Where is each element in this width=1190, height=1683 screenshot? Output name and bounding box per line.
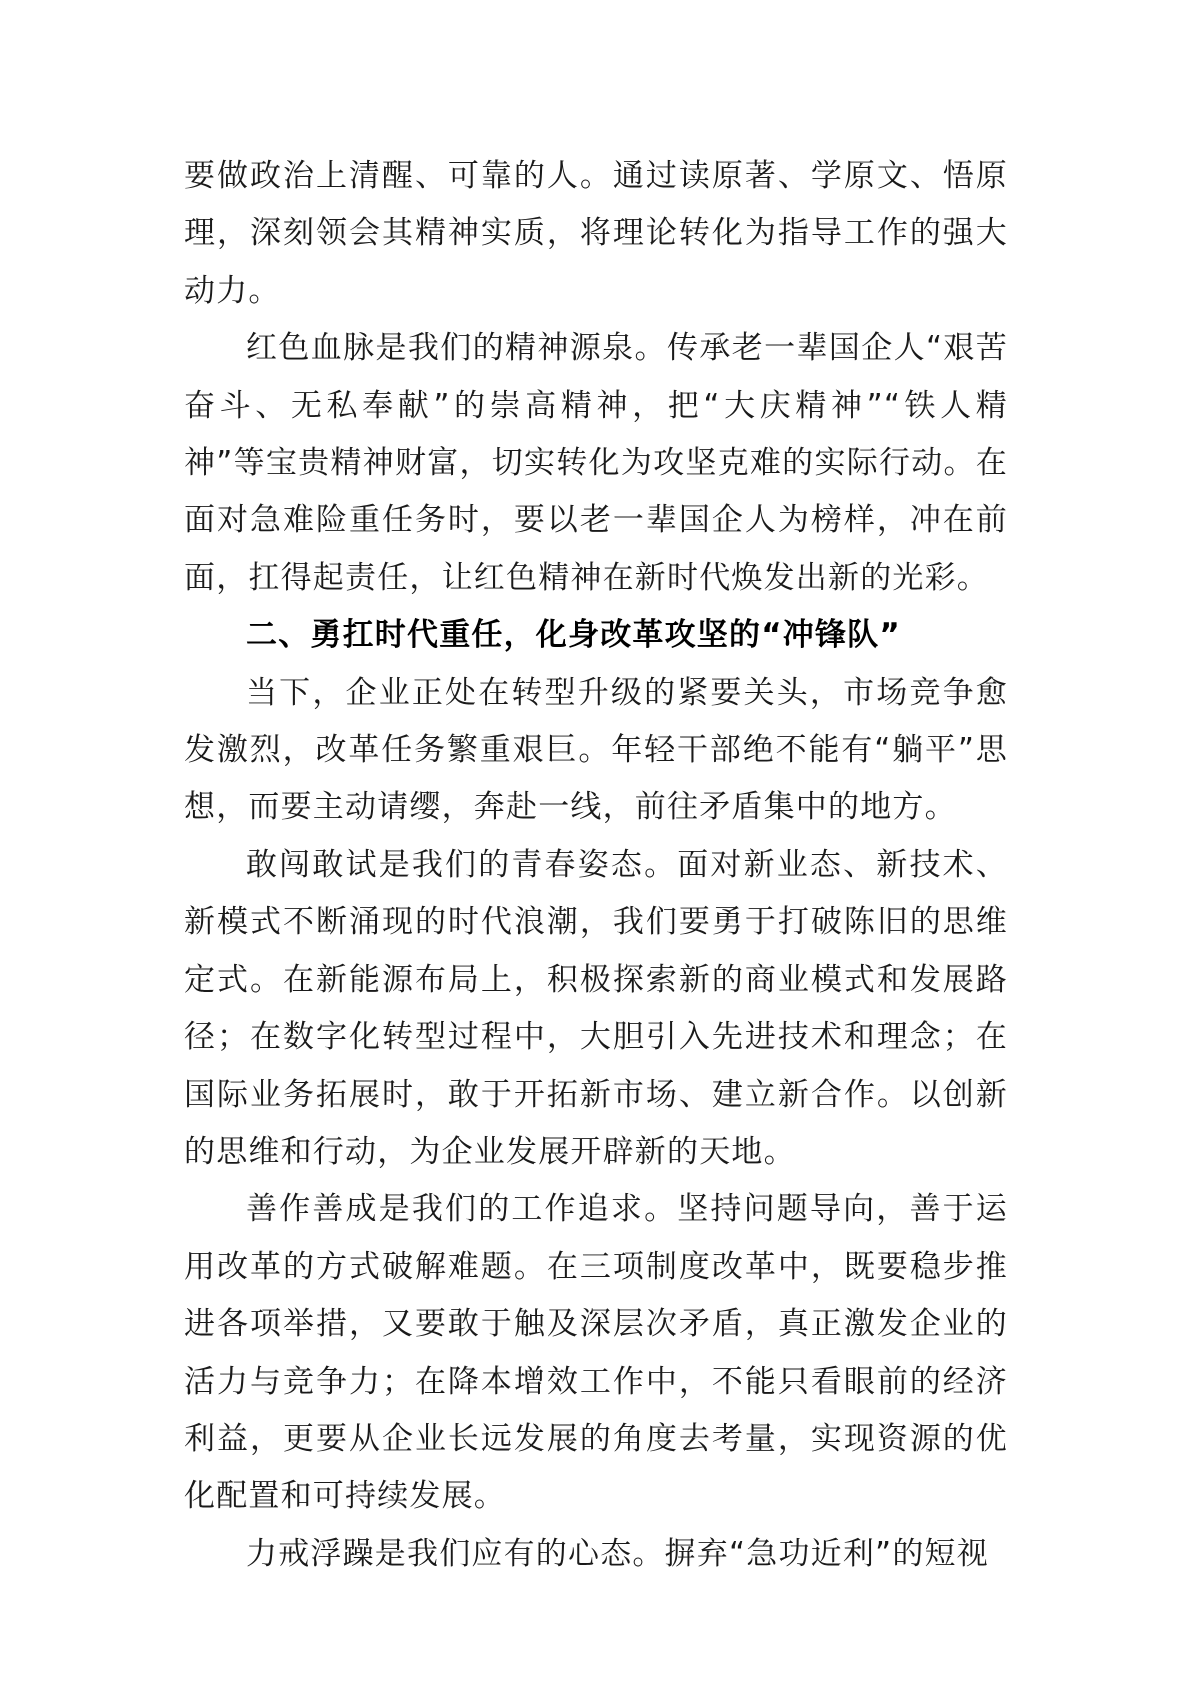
paragraph-good-work: 善作善成是我们的工作追求。坚持问题导向，善于运用改革的方式破解难题。在三项制度改革中，既要稳步推进各项举措，又要敢于触及深层次矛盾，真正激发企业的活力与竞争力；在降本增效工作中，不能只看眼前的经济利益，更要从企业长远发展的角度去考量，实现资源的优化配置和可持续发展。 — [184, 1191, 1008, 1515]
paragraph-continuation: 要做政治上清醒、可靠的人。通过读原著、学原文、悟原理，深刻领会其精神实质，将理论转化为指导工作的强大动力。 — [184, 158, 1008, 309]
paragraph-transformation: 当下，企业正处在转型升级的紧要关头，市场竞争愈发激烈，改革任务繁重艰巨。年轻干部绝不能有“躺平”思想，而要主动请缨，奔赴一线，前往矛盾集中的地方。 — [184, 674, 1008, 826]
paragraph-avoid-impetuosity: 力戒浮躁是我们应有的心态。摒弃“急功近利”的短视 — [246, 1535, 989, 1572]
document-body — [184, 148, 1008, 1583]
section-heading-2: 二、勇扛时代重任，化身改革攻坚的“冲锋队” — [246, 617, 901, 654]
paragraph-red-bloodline: 红色血脉是我们的精神源泉。传承老一辈国企人“艰苦奋斗、无私奉献”的崇高精神，把“大庆精神”“铁人精神”等宝贵精神财富，切实转化为攻坚克难的实际行动。在面对急难险重任务时，要以老一辈国企人为榜样，冲在前面，扛得起责任，让红色精神在新时代焕发出新的光彩。 — [184, 330, 1008, 596]
paragraph-dare-to-try: 敢闯敢试是我们的青春姿态。面对新业态、新技术、新模式不断涌现的时代浪潮，我们要勇于打破陈旧的思维定式。在新能源布局上，积极探索新的商业模式和发展路径；在数字化转型过程中，大胆引入先进技术和理念；在国际业务拓展时，敢于开拓新市场、建立新合作。以创新的思维和行动，为企业发展开辟新的天地。 — [184, 846, 1008, 1170]
